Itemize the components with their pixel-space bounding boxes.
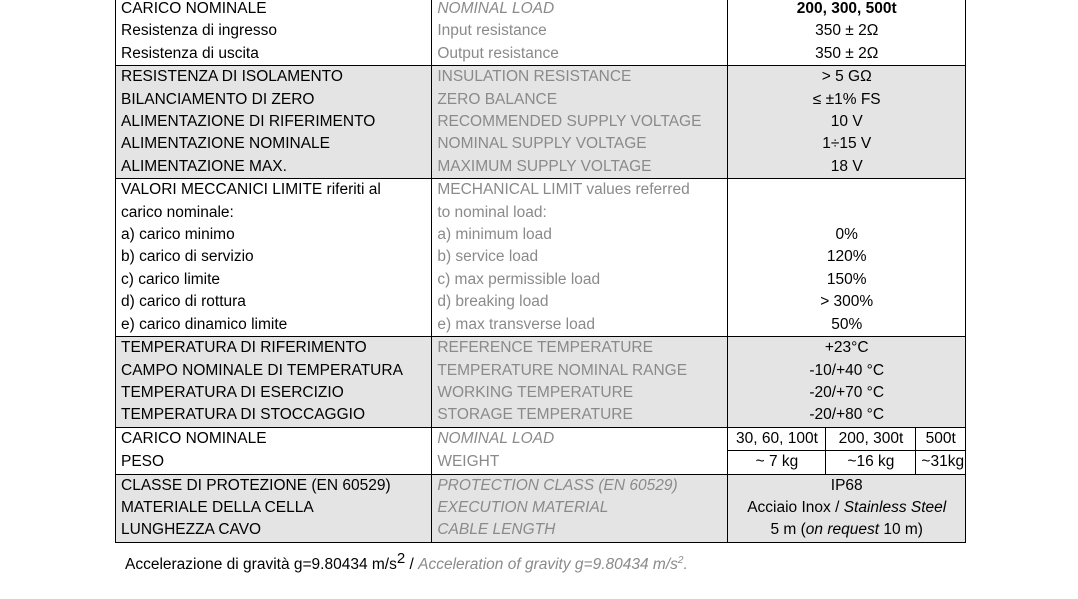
row-label-en: Input resistance xyxy=(432,20,728,42)
table-row xyxy=(116,427,966,450)
row-label-it: VALORI MECCANICI LIMITE riferiti al xyxy=(116,179,432,202)
row-label-en: RECOMMENDED SUPPLY VOLTAGE xyxy=(432,111,728,133)
value-text: 5 m ( xyxy=(770,521,806,539)
row-value: 350 ± 2Ω xyxy=(728,20,966,42)
footnote-en xyxy=(418,556,688,573)
table-row xyxy=(116,20,966,42)
row-value: 18 V xyxy=(728,156,966,179)
row-value: 150% xyxy=(728,269,966,291)
table-row xyxy=(116,291,966,313)
row-label-it: ALIMENTAZIONE DI RIFERIMENTO xyxy=(116,111,432,133)
row-label-it: TEMPERATURA DI ESERCIZIO xyxy=(116,382,432,404)
load-range-cell: 200, 300t xyxy=(826,427,916,450)
row-label-it: MATERIALE DELLA CELLA xyxy=(116,497,432,519)
table-row xyxy=(116,360,966,382)
table-row xyxy=(116,111,966,133)
weight-cell: ~16 kg xyxy=(826,451,916,474)
table-row xyxy=(116,43,966,66)
row-label-it: ALIMENTAZIONE MAX. xyxy=(116,156,432,179)
row-label-en: STORAGE TEMPERATURE xyxy=(432,404,728,427)
row-label-en: d) breaking load xyxy=(432,291,728,313)
row-label-en: INSULATION RESISTANCE xyxy=(432,66,728,89)
row-label-it: b) carico di servizio xyxy=(116,246,432,268)
load-range-cell: 30, 60, 100t xyxy=(728,427,826,450)
value-text: Acciaio Inox / xyxy=(747,498,844,516)
row-value xyxy=(728,202,966,224)
footnote-en-exponent: 2 xyxy=(677,554,684,566)
row-label-it: LUNGHEZZA CAVO xyxy=(116,519,432,542)
row-value: -20/+70 °C xyxy=(728,382,966,404)
table-row xyxy=(116,133,966,155)
footnote-end: . xyxy=(683,556,688,573)
row-value: > 300% xyxy=(728,291,966,313)
row-value: 120% xyxy=(728,246,966,268)
row-label-en: to nominal load: xyxy=(432,202,728,224)
footnote-it-exponent: 2 xyxy=(396,550,406,567)
table-row xyxy=(116,314,966,337)
row-label-it: carico nominale: xyxy=(116,202,432,224)
value-text: 10 m) xyxy=(879,521,923,539)
row-value: -10/+40 °C xyxy=(728,360,966,382)
row-label-en: EXECUTION MATERIAL xyxy=(432,497,728,519)
row-value: 10 V xyxy=(728,111,966,133)
row-label-en: WORKING TEMPERATURE xyxy=(432,382,728,404)
row-label-it: d) carico di rottura xyxy=(116,291,432,313)
row-value xyxy=(728,179,966,202)
row-value: -20/+80 °C xyxy=(728,404,966,427)
table-row xyxy=(116,66,966,89)
footnote-separator: / xyxy=(405,556,419,573)
table-row xyxy=(116,202,966,224)
row-label-en: WEIGHT xyxy=(432,451,728,474)
row-label-it: CLASSE DI PROTEZIONE (EN 60529) xyxy=(116,474,432,497)
row-label-it: ALIMENTAZIONE NOMINALE xyxy=(116,133,432,155)
row-label-en: b) service load xyxy=(432,246,728,268)
row-label-it: Resistenza di uscita xyxy=(116,43,432,66)
row-label-en: Output resistance xyxy=(432,43,728,66)
table-row xyxy=(116,404,966,427)
row-label-it: a) carico minimo xyxy=(116,224,432,246)
table-row xyxy=(116,382,966,404)
row-value: 350 ± 2Ω xyxy=(728,43,966,66)
row-label-en: e) max transverse load xyxy=(432,314,728,337)
table-row xyxy=(116,269,966,291)
row-label-en: ZERO BALANCE xyxy=(432,89,728,111)
row-label-it: BILANCIAMENTO DI ZERO xyxy=(116,89,432,111)
row-label-en: a) minimum load xyxy=(432,224,728,246)
footnote-en-text: Acceleration of gravity g=9.80434 m/s xyxy=(418,556,678,573)
table-row xyxy=(116,0,966,20)
value-text-en: Stainless Steel xyxy=(843,498,947,516)
load-range-cell: 500t xyxy=(916,427,966,450)
row-label-it: CARICO NOMINALE xyxy=(116,0,432,20)
row-label-en: TEMPERATURE NOMINAL RANGE xyxy=(432,360,728,382)
row-value: 1÷15 V xyxy=(728,133,966,155)
row-label-it: CAMPO NOMINALE DI TEMPERATURA xyxy=(116,360,432,382)
row-value xyxy=(728,497,966,519)
row-value: ≤ ±1% FS xyxy=(728,89,966,111)
row-label-en: MAXIMUM SUPPLY VOLTAGE xyxy=(432,156,728,179)
row-value xyxy=(728,519,966,542)
table-row xyxy=(116,179,966,202)
weight-cell: ~31kg xyxy=(916,451,966,474)
row-value: 0% xyxy=(728,224,966,246)
row-value: 50% xyxy=(728,314,966,337)
gravity-footnote xyxy=(125,550,688,574)
row-label-it: e) carico dinamico limite xyxy=(116,314,432,337)
row-label-en: c) max permissible load xyxy=(432,269,728,291)
value-text-en: on request xyxy=(805,521,880,539)
table-row xyxy=(116,519,966,542)
row-label-en: NOMINAL SUPPLY VOLTAGE xyxy=(432,133,728,155)
row-label-en: REFERENCE TEMPERATURE xyxy=(432,337,728,360)
table-row xyxy=(116,474,966,497)
row-label-it: c) carico limite xyxy=(116,269,432,291)
row-label-en: NOMINAL LOAD xyxy=(432,427,728,450)
row-label-it: TEMPERATURA DI RIFERIMENTO xyxy=(116,337,432,360)
table-row xyxy=(116,89,966,111)
footnote-it: Accelerazione di gravità g=9.80434 m/s xyxy=(125,556,397,573)
row-label-en: PROTECTION CLASS (EN 60529) xyxy=(432,474,728,497)
row-label-it: TEMPERATURA DI STOCCAGGIO xyxy=(116,404,432,427)
row-label-it: Resistenza di ingresso xyxy=(116,20,432,42)
row-label-it: CARICO NOMINALE xyxy=(116,427,432,450)
row-value: +23°C xyxy=(728,337,966,360)
row-label-en: CABLE LENGTH xyxy=(432,519,728,542)
table-row xyxy=(116,156,966,179)
row-value: 200, 300, 500t xyxy=(728,0,966,20)
weight-cell: ~ 7 kg xyxy=(728,451,826,474)
table-row xyxy=(116,497,966,519)
table-row xyxy=(116,246,966,268)
row-label-it: PESO xyxy=(116,451,432,474)
row-label-en: MECHANICAL LIMIT values referred xyxy=(432,179,728,202)
spec-table xyxy=(115,0,966,543)
table-row xyxy=(116,337,966,360)
table-row xyxy=(116,451,966,474)
row-label-it: RESISTENZA DI ISOLAMENTO xyxy=(116,66,432,89)
row-value: IP68 xyxy=(728,474,966,497)
table-row xyxy=(116,224,966,246)
row-value: > 5 GΩ xyxy=(728,66,966,89)
row-label-en: NOMINAL LOAD xyxy=(432,0,728,20)
